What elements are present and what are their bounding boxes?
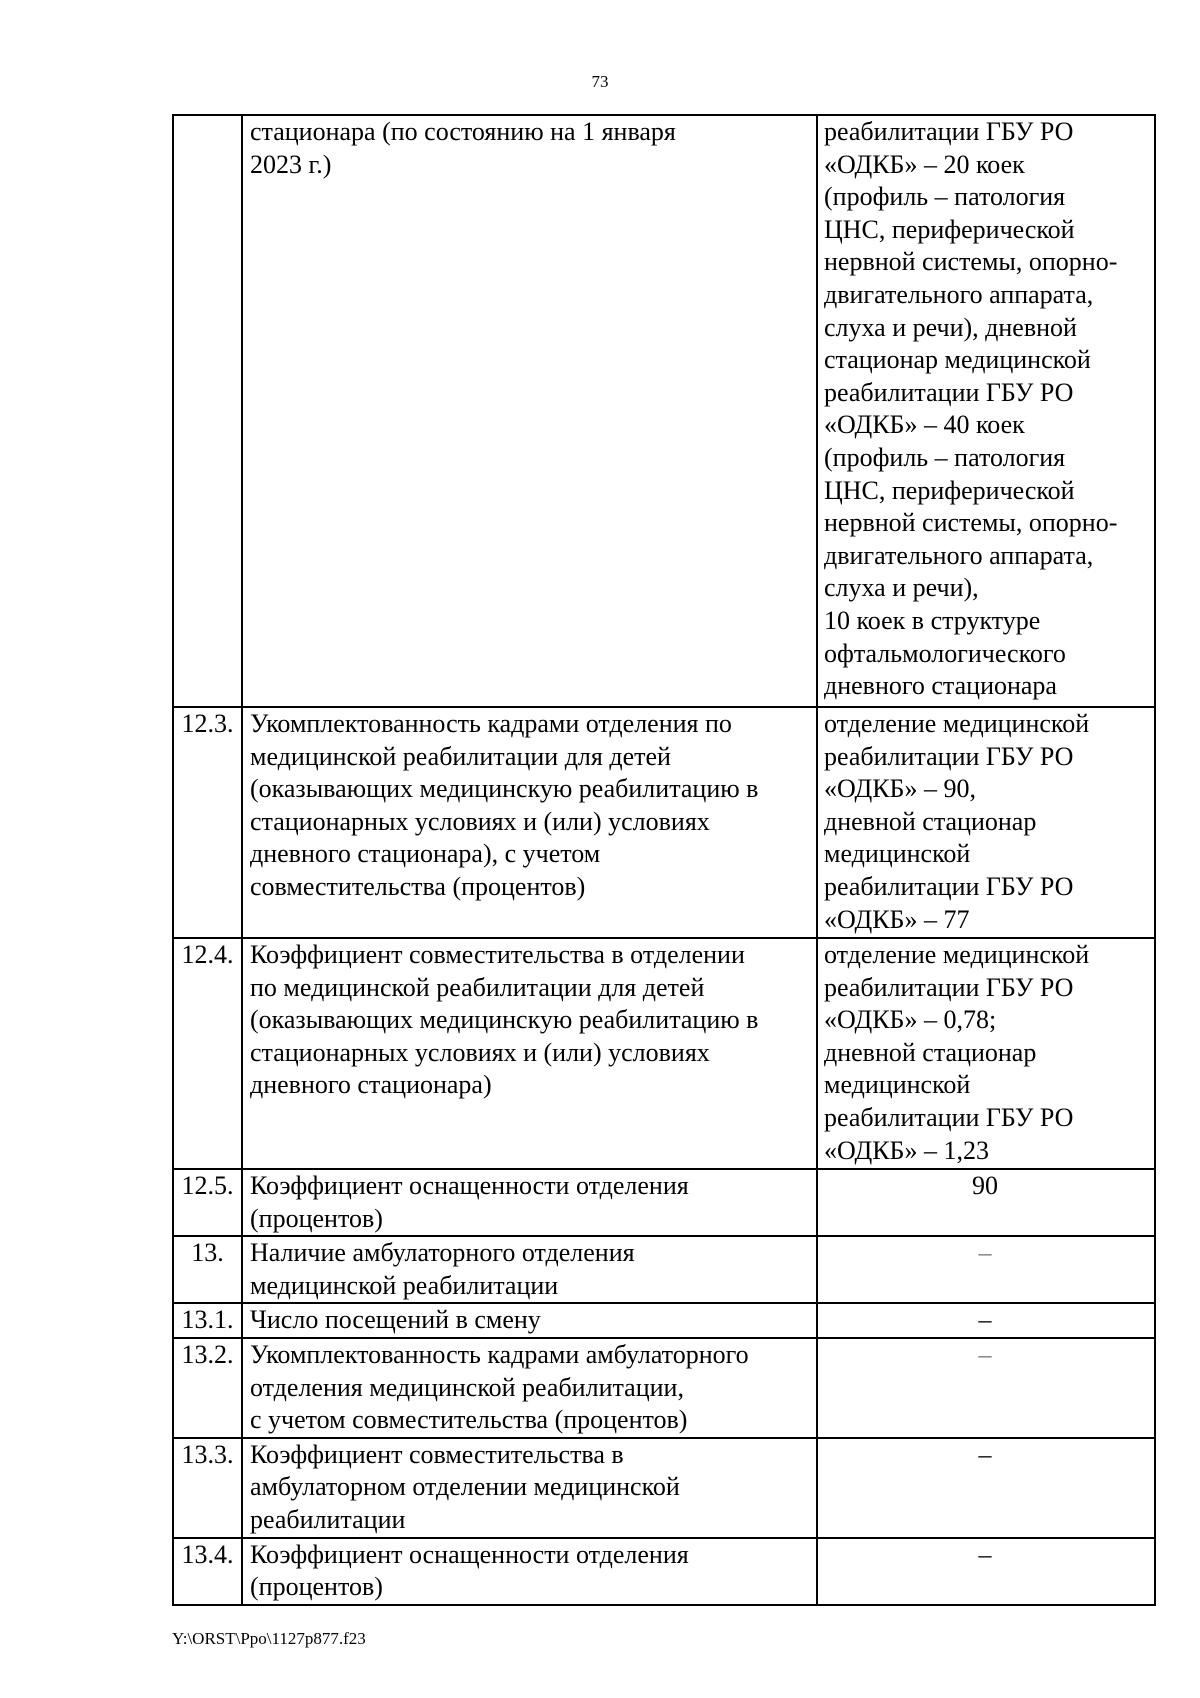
indicator-value: 90 <box>817 1169 1155 1236</box>
file-path-footer: Y:\ORST\Ppo\1127p877.f23 <box>172 1629 366 1648</box>
indicator-value: – <box>817 1338 1155 1438</box>
table-row <box>173 115 1155 707</box>
indicator-value: – <box>817 1438 1155 1538</box>
row-number: 13.3. <box>173 1438 242 1538</box>
row-number: 13.2. <box>173 1338 242 1438</box>
page-number: 73 <box>591 72 609 91</box>
indicator-value: – <box>817 1236 1155 1303</box>
table-row <box>173 1538 1155 1605</box>
row-number <box>173 115 242 707</box>
indicator-value: реабилитации ГБУ РО «ОДКБ» – 20 коек (профиль – патология ЦНС, периферической нервной системы, опорно- двигательного аппарата, слуха и речи), дневной стационар медицинской реабилитации ГБУ РО «ОДКБ» – 40 коек (профиль – патология ЦНС, периферической нервной системы, опорно- двигательного аппарата, слуха и речи), 10 коек в структуре офтальмологического дневного стационара <box>817 115 1155 707</box>
indicator-name: Коэффициент оснащенности отделения (процентов) <box>242 1538 817 1605</box>
indicator-name: Коэффициент совместительства в отделении по медицинской реабилитации для детей (оказывающих медицинскую реабилитацию в стационарных условиях и (или) условиях дневного стационара) <box>242 938 817 1169</box>
table-row <box>173 1236 1155 1303</box>
indicator-name: Наличие амбулаторного отделения медицинской реабилитации <box>242 1236 817 1303</box>
indicators-table <box>172 114 1156 1606</box>
table-row <box>173 1338 1155 1438</box>
indicator-name: стационара (по состоянию на 1 января 2023 г.) <box>242 115 817 707</box>
indicator-name: Коэффициент совместительства в амбулаторном отделении медицинской реабилитации <box>242 1438 817 1538</box>
row-number: 13.1. <box>173 1303 242 1338</box>
row-number: 13.4. <box>173 1538 242 1605</box>
indicator-value: отделение медицинской реабилитации ГБУ РО «ОДКБ» – 0,78; дневной стационар медицинской реабилитации ГБУ РО «ОДКБ» – 1,23 <box>817 938 1155 1169</box>
row-number: 12.4. <box>173 938 242 1169</box>
indicator-value: – <box>817 1303 1155 1338</box>
indicator-value: отделение медицинской реабилитации ГБУ РО «ОДКБ» – 90, дневной стационар медицинской реабилитации ГБУ РО «ОДКБ» – 77 <box>817 707 1155 938</box>
table-row <box>173 1303 1155 1338</box>
row-number: 13. <box>173 1236 242 1303</box>
table-row <box>173 1169 1155 1236</box>
row-number: 12.3. <box>173 707 242 938</box>
indicator-value: – <box>817 1538 1155 1605</box>
indicator-name: Коэффициент оснащенности отделения (процентов) <box>242 1169 817 1236</box>
table-row <box>173 707 1155 938</box>
indicator-name: Укомплектованность кадрами амбулаторного отделения медицинской реабилитации, с учетом совместительства (процентов) <box>242 1338 817 1438</box>
row-number: 12.5. <box>173 1169 242 1236</box>
indicator-name: Укомплектованность кадрами отделения по медицинской реабилитации для детей (оказывающих медицинскую реабилитацию в стационарных условиях и (или) условиях дневного стационара), с учетом совместительства (процентов) <box>242 707 817 938</box>
table-row <box>173 1438 1155 1538</box>
table-row <box>173 938 1155 1169</box>
indicator-name: Число посещений в смену <box>242 1303 817 1338</box>
